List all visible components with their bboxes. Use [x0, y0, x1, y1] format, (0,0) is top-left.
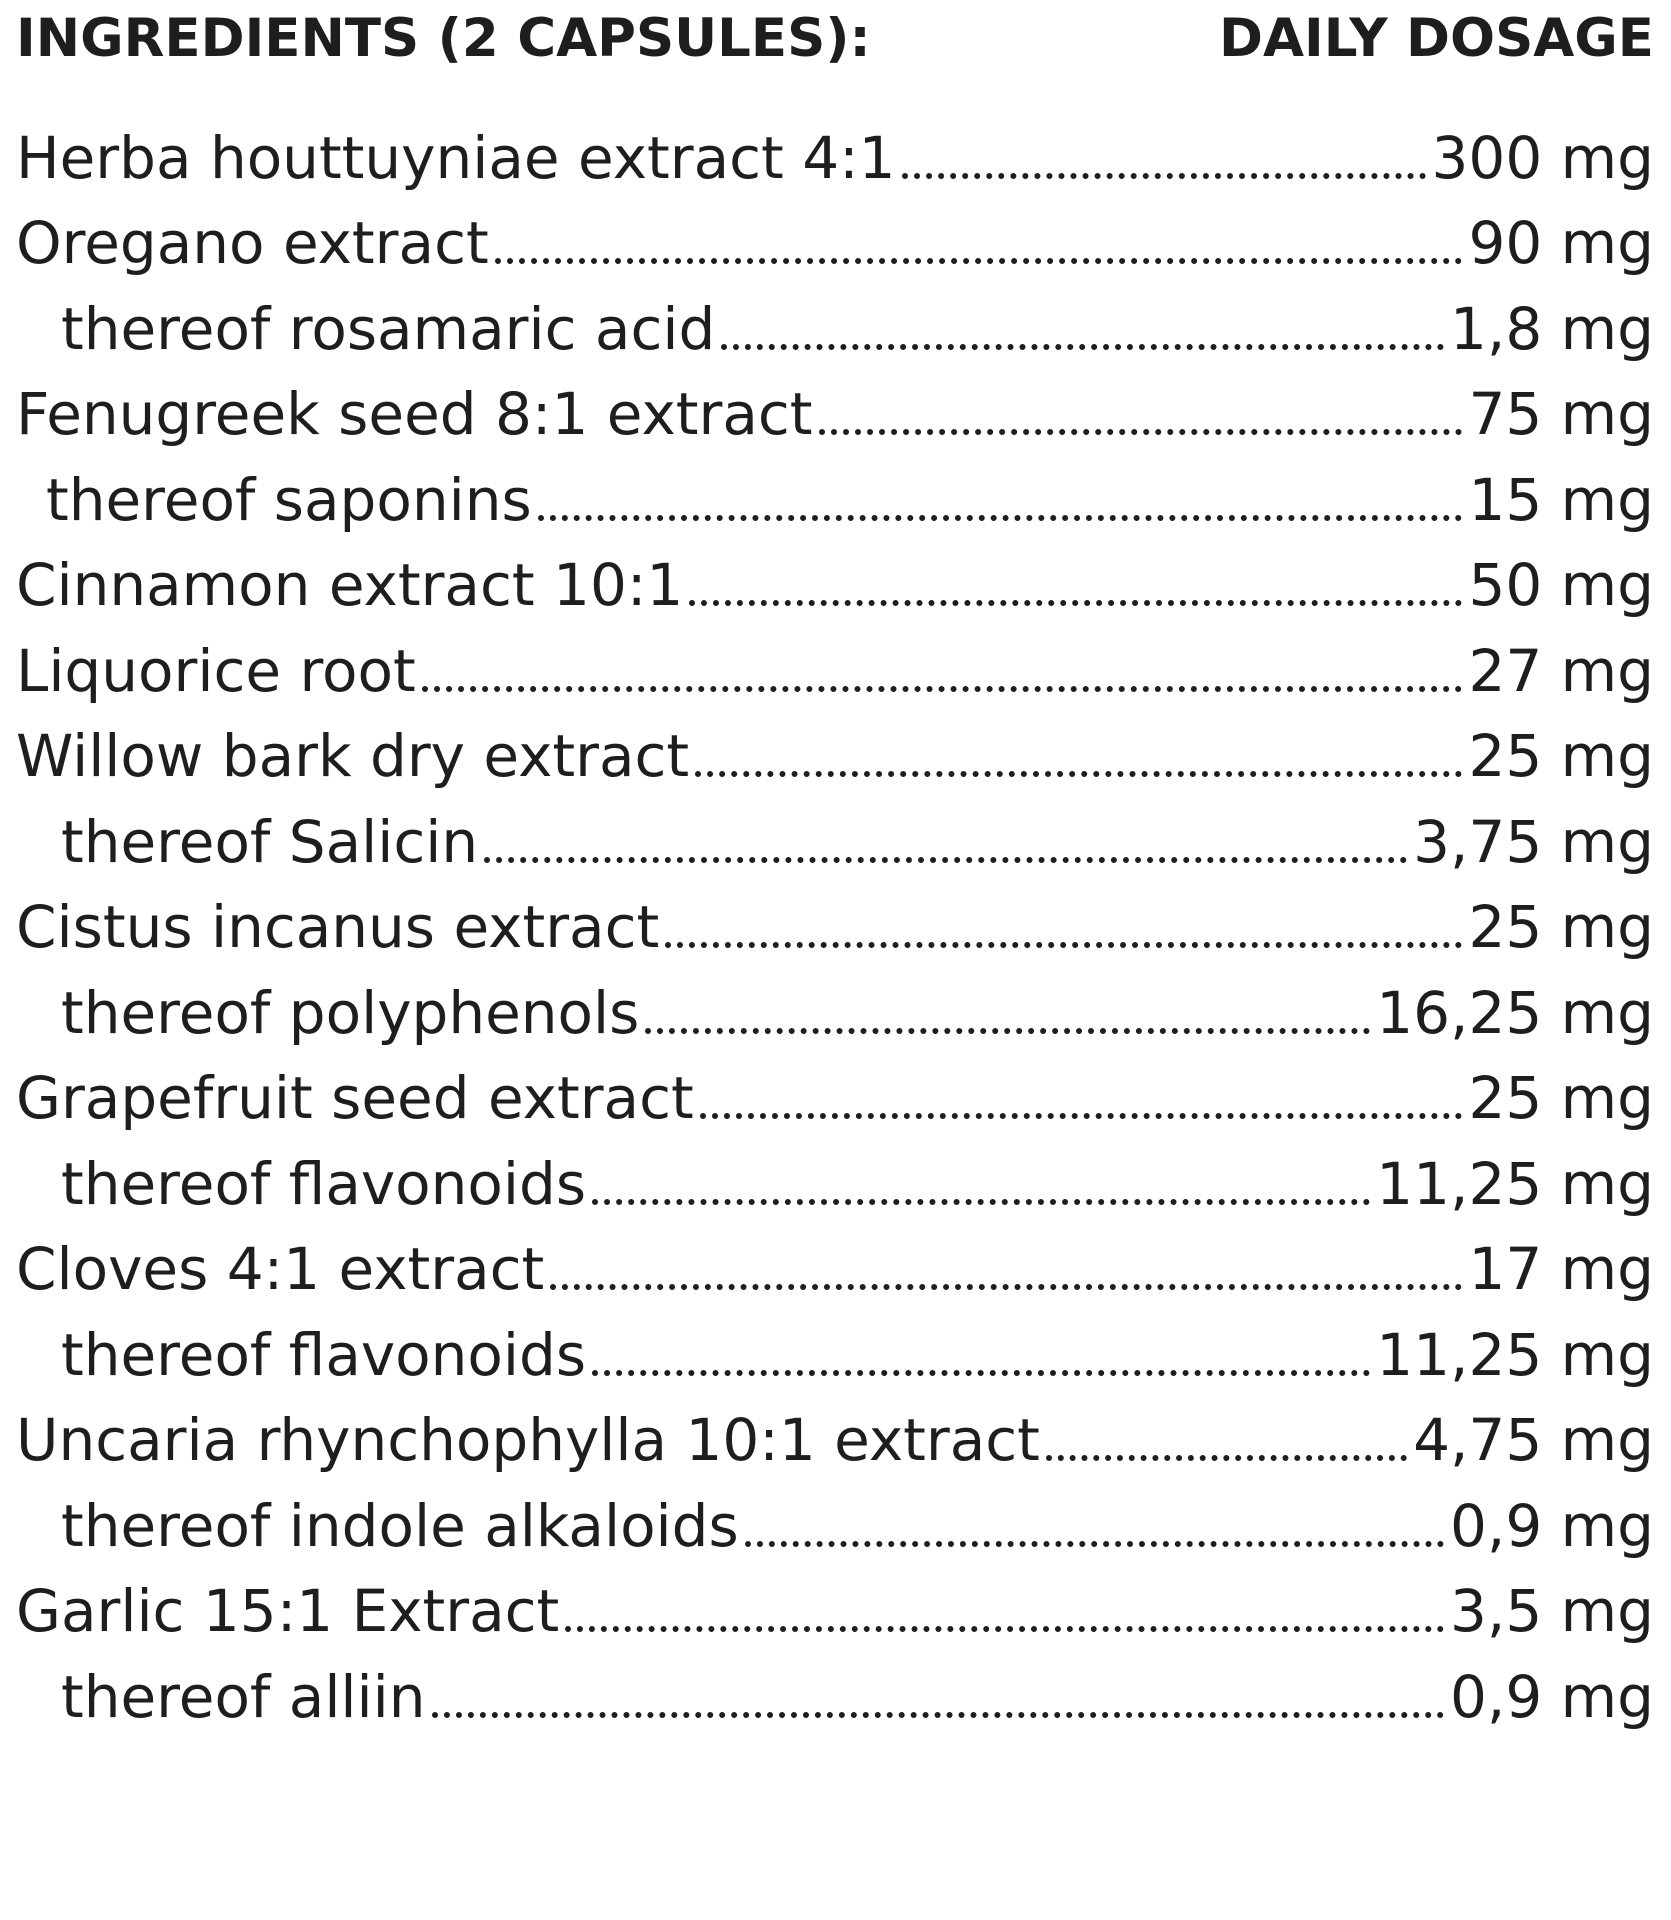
ingredients-heading: INGREDIENTS (2 CAPSULES):	[16, 7, 871, 69]
ingredient-row	[16, 115, 1654, 201]
ingredient-row	[16, 885, 1654, 971]
ingredient-amount: 27 mg	[1468, 636, 1654, 705]
ingredient-name: Fenugreek seed 8:1 extract	[16, 380, 813, 449]
ingredient-name: thereof polyphenols	[61, 978, 640, 1047]
ingredient-name: thereof flavonoids	[61, 1320, 587, 1389]
ingredient-row	[16, 1227, 1654, 1313]
ingredient-subrow	[16, 1654, 1654, 1740]
ingredient-row	[16, 1398, 1654, 1484]
ingredient-amount: 11,25 mg	[1376, 1320, 1654, 1389]
ingredient-subrow	[16, 286, 1654, 372]
ingredient-amount: 25 mg	[1468, 722, 1654, 791]
ingredient-row	[16, 714, 1654, 800]
ingredient-subrow	[16, 970, 1654, 1056]
ingredient-amount: 1,8 mg	[1450, 294, 1654, 363]
ingredient-row	[16, 543, 1654, 629]
ingredient-name: Grapefruit seed extract	[16, 1064, 694, 1133]
ingredient-amount: 0,9 mg	[1450, 1491, 1654, 1560]
dot-leader	[695, 771, 1462, 777]
ingredient-subrow	[16, 457, 1654, 543]
ingredient-name: Uncaria rhynchophylla 10:1 extract	[16, 1406, 1040, 1475]
ingredient-name: Cloves 4:1 extract	[16, 1235, 545, 1304]
ingredient-row	[16, 1056, 1654, 1142]
ingredient-name: thereof indole alkaloids	[61, 1491, 739, 1560]
ingredient-subrow	[16, 1312, 1654, 1398]
dot-leader	[432, 1712, 1444, 1718]
ingredient-amount: 3,5 mg	[1450, 1577, 1654, 1646]
dot-leader	[665, 942, 1462, 948]
ingredient-name: Garlic 15:1 Extract	[16, 1577, 560, 1646]
dot-leader	[721, 344, 1444, 350]
ingredient-amount: 300 mg	[1431, 123, 1654, 192]
ingredient-amount: 16,25 mg	[1376, 978, 1654, 1047]
dot-leader	[495, 258, 1463, 264]
ingredient-name: Liquorice root	[16, 636, 416, 705]
dot-leader	[1046, 1455, 1407, 1461]
ingredient-name: thereof rosamaric acid	[61, 294, 716, 363]
dot-leader	[550, 1284, 1462, 1290]
table-header	[16, 6, 1654, 70]
ingredient-name: Cistus incanus extract	[16, 893, 660, 962]
ingredient-subrow	[16, 1483, 1654, 1569]
dot-leader	[422, 686, 1463, 692]
ingredient-name: thereof Salicin	[61, 807, 479, 876]
ingredient-amount: 25 mg	[1468, 893, 1654, 962]
dot-leader	[745, 1541, 1444, 1547]
ingredient-row	[16, 1569, 1654, 1655]
dot-leader	[819, 429, 1463, 435]
ingredient-name: Oregano extract	[16, 209, 489, 278]
ingredient-amount: 3,75 mg	[1413, 807, 1654, 876]
dot-leader	[484, 857, 1407, 863]
ingredient-amount: 50 mg	[1468, 551, 1654, 620]
ingredient-subrow	[16, 1141, 1654, 1227]
ingredient-row	[16, 372, 1654, 458]
ingredient-amount: 0,9 mg	[1450, 1662, 1654, 1731]
dot-leader	[565, 1626, 1444, 1632]
ingredient-amount: 4,75 mg	[1413, 1406, 1654, 1475]
ingredient-name: thereof flavonoids	[61, 1149, 587, 1218]
ingredient-name: Willow bark dry extract	[16, 722, 690, 791]
dot-leader	[592, 1370, 1370, 1376]
ingredient-amount: 11,25 mg	[1376, 1149, 1654, 1218]
ingredient-subrow	[16, 799, 1654, 885]
dot-leader	[902, 173, 1426, 179]
ingredient-name: Herba houttuyniae extract 4:1	[16, 123, 896, 192]
ingredient-amount: 15 mg	[1468, 465, 1654, 534]
ingredient-name: Cinnamon extract 10:1	[16, 551, 684, 620]
dot-leader	[689, 600, 1462, 606]
daily-dosage-heading: DAILY DOSAGE	[1218, 7, 1654, 69]
ingredient-amount: 17 mg	[1468, 1235, 1654, 1304]
dot-leader	[538, 515, 1463, 521]
ingredient-amount: 90 mg	[1468, 209, 1654, 278]
ingredient-amount: 25 mg	[1468, 1064, 1654, 1133]
dot-leader	[645, 1028, 1370, 1034]
ingredient-row	[16, 628, 1654, 714]
ingredient-name: thereof alliin	[61, 1662, 426, 1731]
dot-leader	[592, 1199, 1370, 1205]
ingredient-amount: 75 mg	[1468, 380, 1654, 449]
ingredients-list	[16, 115, 1654, 1740]
ingredient-row	[16, 201, 1654, 287]
ingredient-name: thereof saponins	[46, 465, 532, 534]
dot-leader	[700, 1113, 1463, 1119]
